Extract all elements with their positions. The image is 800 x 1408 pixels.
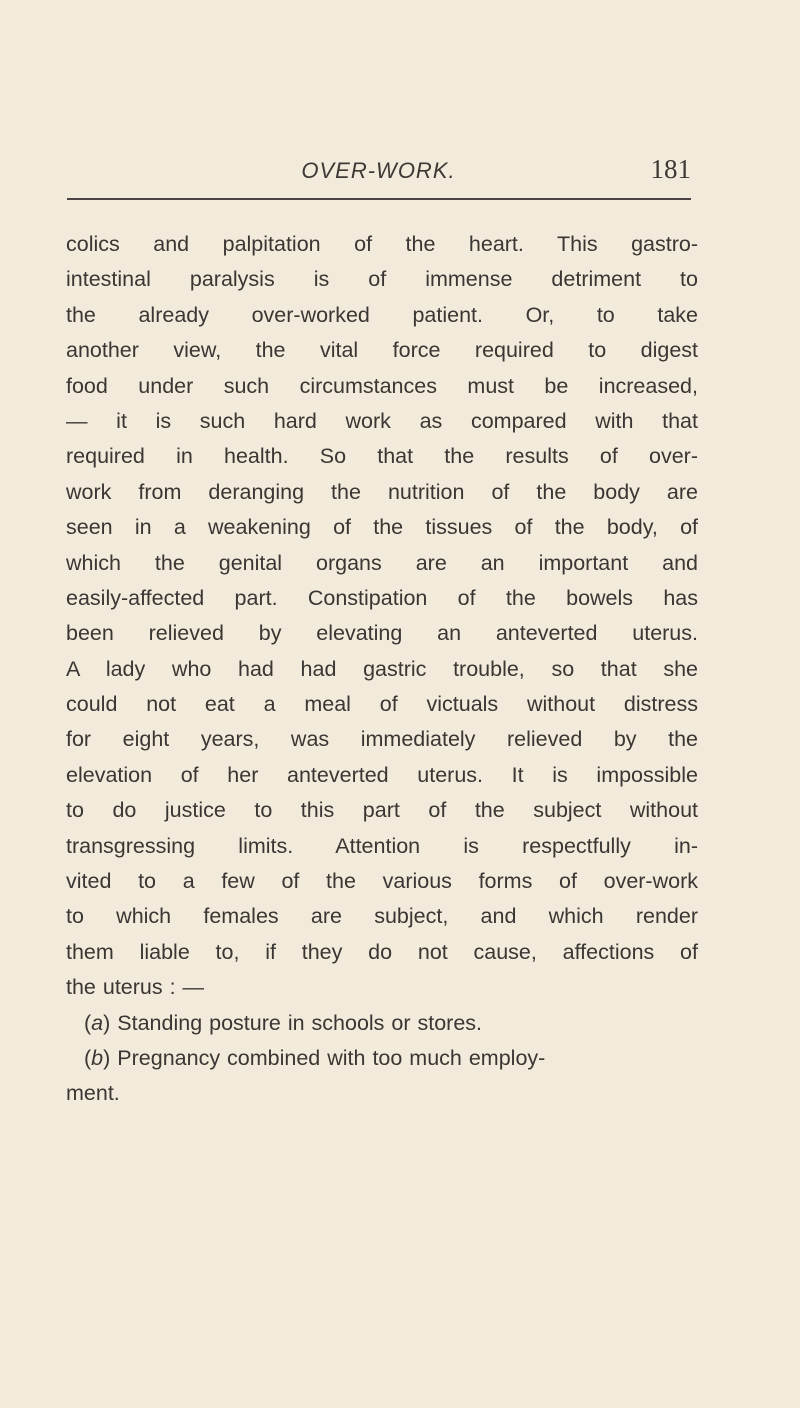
page-header [66,150,691,200]
running-head: OVER-WORK. [301,158,456,183]
header-rule [67,198,691,200]
text-line: been relieved by elevating an anteverted uterus. [66,621,698,646]
text-line: them liable to, if they do not cause, affections of [66,939,698,964]
text-line: A lady who had had gastric trouble, so that she [66,656,698,681]
text-line: required in health. So that the results of over- [66,444,698,469]
text-line: elevation of her anteverted uterus. It is impossible [66,762,698,787]
page-number: 181 [650,154,691,184]
list-item: (b) Pregnancy combined with too much employ- [84,1045,546,1070]
text-line: intestinal paralysis is of immense detriment to [66,267,698,292]
text-line: the uterus : — [66,975,205,1000]
text-line: which the genital organs are an important and [66,550,698,575]
text-line: the already over-worked patient. Or, to take [66,302,698,327]
list-item: (a) Standing posture in schools or stores. [84,1010,483,1035]
list-item-text: Pregnancy combined with too much employ- [117,1045,546,1070]
text-line: food under such circumstances must be increased, [66,373,698,398]
text-line: another view, the vital force required to digest [66,338,698,363]
text-line: work from deranging the nutrition of the body are [66,479,698,504]
text-line: to which females are subject, and which render [66,904,698,929]
text-line: colics and palpitation of the heart. This gastro- [66,232,698,256]
list-item-letter: a [91,1010,104,1035]
text-line: — it is such hard work as compared with that [66,408,698,433]
text-line: ment. [66,1081,120,1106]
text-line: easily-affected part. Constipation of the bowels has [66,585,698,610]
list-item-letter: b [91,1045,104,1070]
text-line: could not eat a meal of victuals without distress [66,692,698,717]
text-line: seen in a weakening of the tissues of the body, of [66,515,698,540]
text-line: vited to a few of the various forms of over-work [66,869,698,894]
list-item-text: Standing posture in schools or stores. [117,1010,483,1035]
text-line: to do justice to this part of the subject without [66,798,698,823]
text-line: transgressing limits. Attention is respectfully in- [66,833,698,858]
text-line: for eight years, was immediately relieved by the [66,727,698,752]
body-text [66,227,698,1112]
